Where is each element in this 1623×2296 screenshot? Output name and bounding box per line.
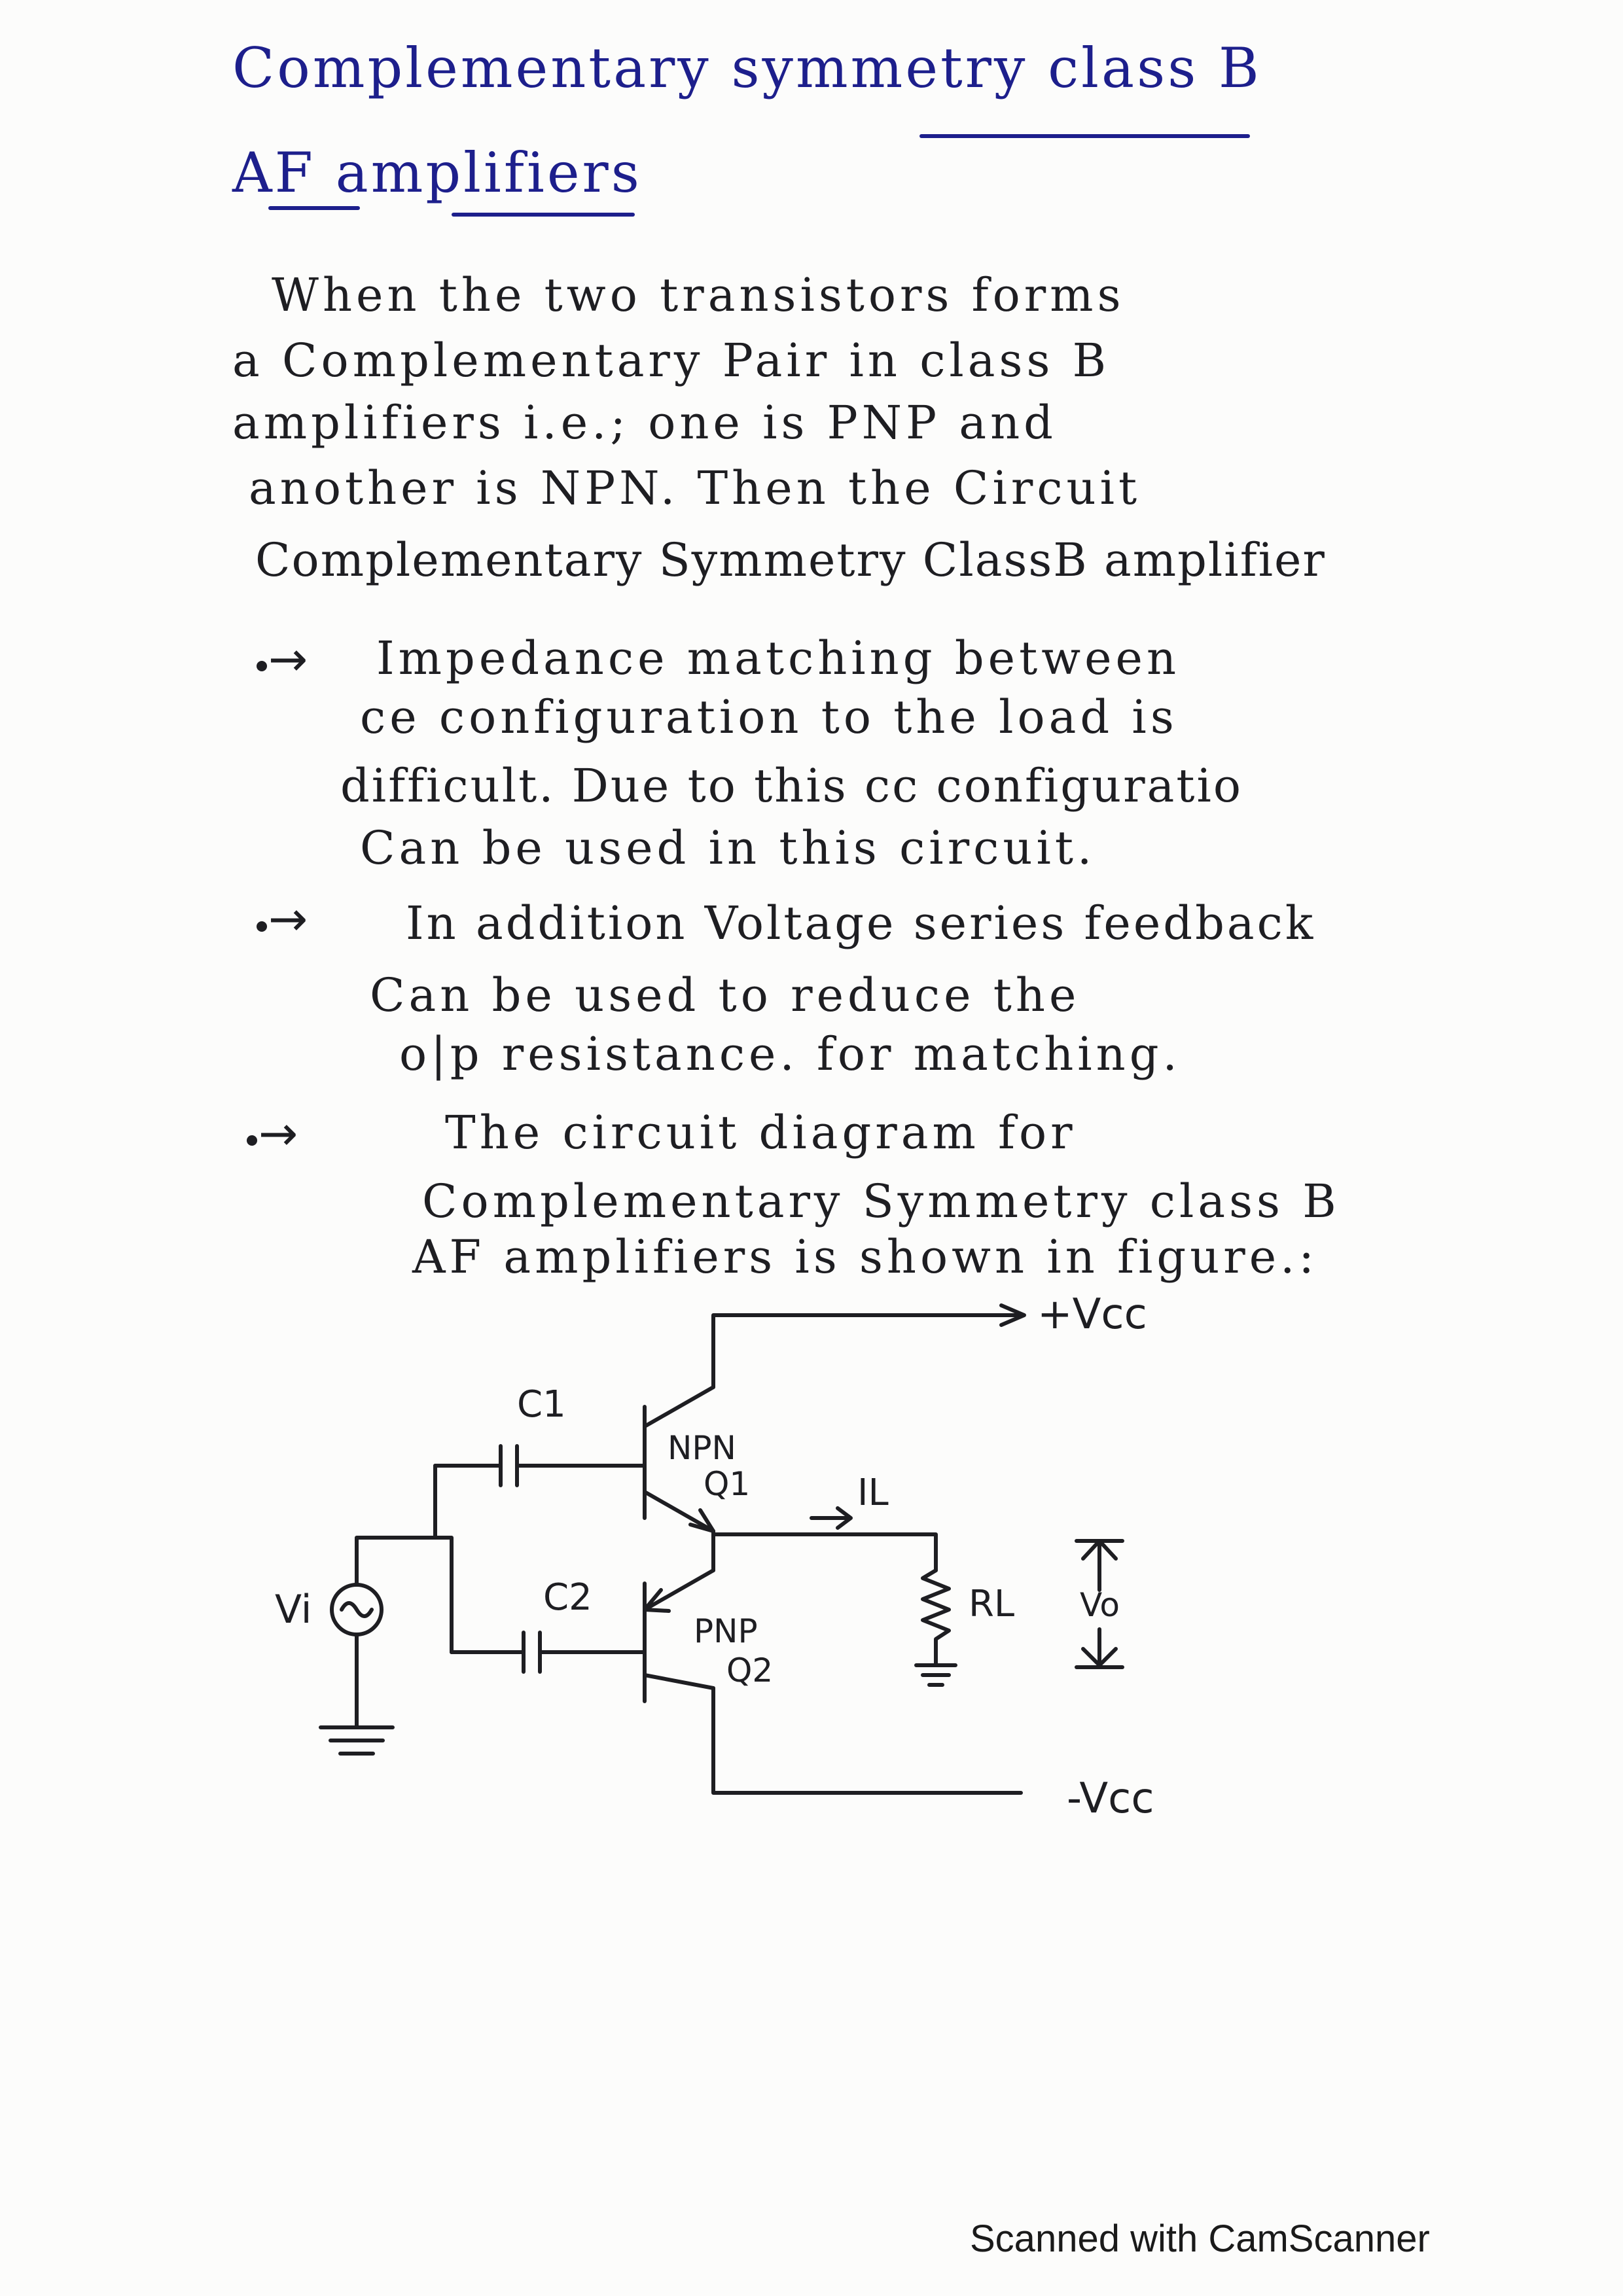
vcc-positive-label: +Vcc — [1037, 1290, 1147, 1339]
paragraph-line: amplifiers i.e.; one is PNP and — [232, 396, 1057, 450]
paragraph-line: Complementary Symmetry ClassB amplifier — [255, 533, 1326, 587]
bullet-line: o|p resistance. for matching. — [399, 1027, 1181, 1081]
bullet-line: In addition Voltage series feedback — [406, 896, 1316, 950]
il-arrow — [812, 1508, 851, 1528]
bullet-line: difficult. Due to this cc configuratio — [340, 759, 1243, 813]
q2-name-label: Q2 — [726, 1651, 774, 1689]
q2-emitter — [645, 1570, 713, 1610]
bullet-line: Complementary Symmetry class B — [422, 1174, 1340, 1228]
c2-label: C2 — [543, 1576, 592, 1619]
rl-ground — [916, 1665, 955, 1685]
vcc-negative-label: -Vcc — [1067, 1775, 1154, 1823]
bullet-line: Can be used to reduce the — [370, 968, 1080, 1022]
vo-down-arrow — [1077, 1629, 1122, 1667]
page-subtitle: AF amplifiers — [232, 141, 642, 205]
vcc-negative-wire — [713, 1688, 1021, 1793]
page-title: Complementary symmetry class B — [232, 36, 1262, 100]
q1-type-label: NPN — [668, 1429, 736, 1467]
main-ground — [321, 1727, 393, 1754]
arrow-icon: → — [268, 631, 308, 686]
bullet-line: The circuit diagram for — [445, 1106, 1077, 1159]
arrow-icon: → — [259, 1106, 298, 1161]
il-label: IL — [857, 1472, 889, 1514]
bullet-line: Can be used in this circuit. — [360, 821, 1096, 875]
paragraph-line: When the two transistors forms — [272, 268, 1125, 322]
output-wire — [713, 1534, 936, 1570]
bullet-line: Impedance matching between — [376, 631, 1181, 685]
rl-label: RL — [969, 1583, 1015, 1625]
paragraph-line: another is NPN. Then the Circuit — [249, 461, 1141, 515]
vi-label: Vi — [275, 1587, 312, 1633]
q2-type-label: PNP — [694, 1612, 758, 1650]
rl-resistor — [923, 1570, 949, 1665]
q1-name-label: Q1 — [704, 1465, 751, 1503]
vo-up-arrow — [1077, 1541, 1122, 1590]
paragraph-line: a Complementary Pair in class B — [232, 334, 1111, 387]
vcc-positive-wire — [713, 1315, 1021, 1387]
q1-collector — [645, 1387, 713, 1426]
scanner-watermark: Scanned with CamScanner — [970, 2217, 1430, 2260]
bullet-line: AF amplifiers is shown in figure.: — [412, 1230, 1319, 1284]
vi-top-wire — [357, 1538, 435, 1583]
q2-collector — [645, 1675, 713, 1688]
vi-sine — [342, 1603, 372, 1616]
input-node-wire — [435, 1466, 452, 1652]
c1-label: C1 — [517, 1383, 566, 1426]
arrow-icon: → — [268, 891, 308, 946]
vo-label: Vo — [1080, 1586, 1120, 1624]
bullet-line: ce configuration to the load is — [360, 690, 1178, 744]
